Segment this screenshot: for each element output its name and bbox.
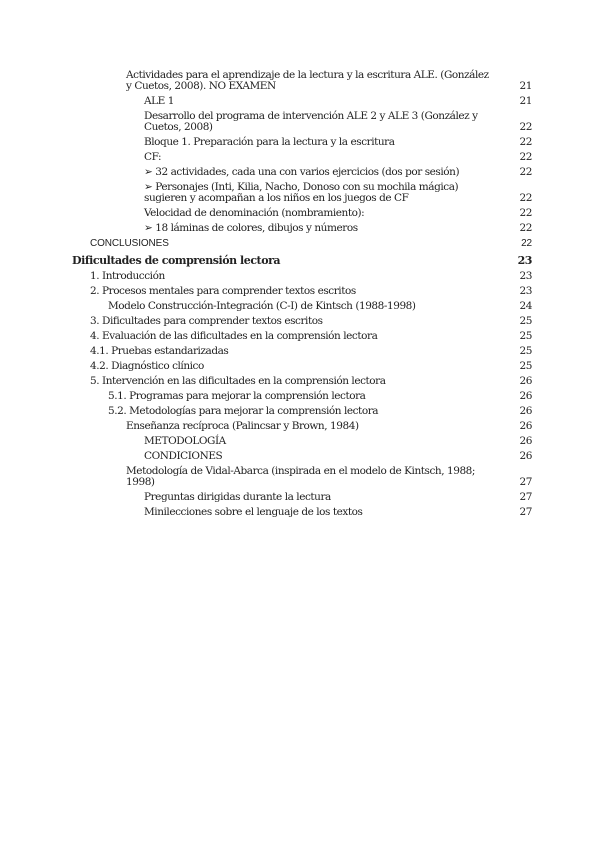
toc-entry-title: CONDICIONES: [144, 450, 223, 462]
toc-entry-title: ➢ 32 actividades, cada una con varios ejercicios (dos por sesión): [144, 166, 460, 178]
toc-entry-page: 23: [519, 285, 532, 297]
toc-entry-page: 22: [519, 136, 532, 148]
toc-entry-page: 22: [519, 192, 532, 204]
toc-entry-page: 26: [519, 450, 532, 462]
toc-entry-page: 22: [521, 238, 532, 249]
toc-entry-page: 22: [519, 121, 532, 133]
toc-entry[interactable]: [72, 406, 532, 417]
toc-entry-title: Enseñanza recíproca (Palincsar y Brown, 1984): [126, 420, 359, 432]
toc-entry-page: 27: [519, 506, 532, 518]
toc-entry-page: 25: [519, 315, 532, 327]
toc-entry-page: 23: [517, 254, 532, 267]
toc-entry[interactable]: [72, 331, 532, 342]
toc-entry-page: 25: [519, 360, 532, 372]
toc-entry-page: 21: [519, 95, 532, 107]
toc-entry[interactable]: [72, 208, 532, 219]
toc-entry[interactable]: [72, 466, 532, 488]
toc-entry-title: Bloque 1. Preparación para la lectura y la escritura: [144, 136, 395, 148]
toc-entry-title: ALE 1: [144, 95, 174, 107]
toc-entry-title: ➢ Personajes (Inti, Kilia, Nacho, Donoso con su mochila mágica) sugieren y acompañan a los niños en los juegos de CF: [144, 181, 459, 204]
toc-entry-title: 5. Intervención en las dificultades en la comprensión lectora: [90, 375, 386, 387]
toc-entry[interactable]: [72, 271, 532, 282]
toc-entry-title: Preguntas dirigidas durante la lectura: [144, 491, 331, 503]
toc-entry-title: Modelo Construcción-Integración (C-I) de Kintsch (1988-1998): [108, 300, 416, 312]
toc-entry[interactable]: [72, 492, 532, 503]
toc-entry[interactable]: [72, 223, 532, 234]
toc-entry[interactable]: [72, 436, 532, 447]
toc-entry-page: 26: [519, 420, 532, 432]
toc-entry-title: 4.2. Diagnóstico clínico: [90, 360, 204, 372]
toc-entry[interactable]: [72, 96, 532, 107]
toc-entry[interactable]: [72, 167, 532, 178]
toc-entry[interactable]: [72, 507, 532, 518]
toc-entry[interactable]: [72, 391, 532, 402]
toc-entry[interactable]: [72, 111, 532, 133]
toc-entry-title: 3. Dificultades para comprender textos escritos: [90, 315, 323, 327]
toc-entry[interactable]: [72, 346, 532, 357]
toc-entry-title: Metodología de Vidal-Abarca (inspirada en el modelo de Kintsch, 1988; 1998): [126, 465, 475, 488]
toc-entry-page: 21: [519, 80, 532, 92]
toc-entry[interactable]: [72, 182, 532, 204]
toc-entry-title: 4. Evaluación de las dificultades en la comprensión lectora: [90, 330, 378, 342]
toc-entry[interactable]: [72, 316, 532, 327]
toc-entry[interactable]: [72, 238, 532, 249]
toc-entry[interactable]: [72, 376, 532, 387]
toc-entry-title: ➢ 18 láminas de colores, dibujos y números: [144, 222, 358, 234]
toc-entry[interactable]: [72, 451, 532, 462]
toc-entry-page: 25: [519, 345, 532, 357]
toc-entry-title: CONCLUSIONES: [90, 238, 169, 249]
toc-entry-title: 4.1. Pruebas estandarizadas: [90, 345, 229, 357]
toc-entry[interactable]: [72, 286, 532, 297]
toc-entry-page: 26: [519, 405, 532, 417]
table-of-contents: [72, 70, 532, 522]
toc-entry[interactable]: [72, 152, 532, 163]
toc-entry[interactable]: [72, 70, 532, 92]
toc-entry-page: 26: [519, 435, 532, 447]
toc-entry-page: 24: [519, 300, 532, 312]
toc-entry-page: 22: [519, 151, 532, 163]
toc-entry-page: 25: [519, 330, 532, 342]
toc-entry-title: Dificultades de comprensión lectora: [72, 254, 281, 267]
toc-entry[interactable]: [72, 301, 532, 312]
toc-entry-title: 1. Introducción: [90, 270, 165, 282]
toc-entry-title: Desarrollo del programa de intervención ALE 2 y ALE 3 (González y Cuetos, 2008): [144, 110, 478, 133]
toc-entry-title: Velocidad de denominación (nombramiento):: [144, 207, 365, 219]
toc-entry[interactable]: [72, 137, 532, 148]
toc-entry-page: 22: [519, 207, 532, 219]
toc-entry-title: CF:: [144, 151, 162, 163]
toc-entry-page: 27: [519, 476, 532, 488]
toc-entry-title: Actividades para el aprendizaje de la lectura y la escritura ALE. (González y Cuetos, 2008). NO EXAMEN: [126, 69, 489, 92]
toc-entry-title: 5.1. Programas para mejorar la comprensión lectora: [108, 390, 366, 402]
toc-chapter-heading[interactable]: [72, 255, 532, 266]
toc-entry-page: 22: [519, 222, 532, 234]
toc-entry-title: Minilecciones sobre el lenguaje de los textos: [144, 506, 363, 518]
toc-entry-title: METODOLOGÍA: [144, 435, 226, 447]
toc-entry-page: 26: [519, 375, 532, 387]
toc-entry[interactable]: [72, 361, 532, 372]
toc-entry-page: 23: [519, 270, 532, 282]
toc-entry-page: 22: [519, 166, 532, 178]
toc-entry-page: 26: [519, 390, 532, 402]
toc-entry-title: 5.2. Metodologías para mejorar la comprensión lectora: [108, 405, 379, 417]
toc-entry-page: 27: [519, 491, 532, 503]
toc-entry[interactable]: [72, 421, 532, 432]
toc-entry-title: 2. Procesos mentales para comprender textos escritos: [90, 285, 356, 297]
